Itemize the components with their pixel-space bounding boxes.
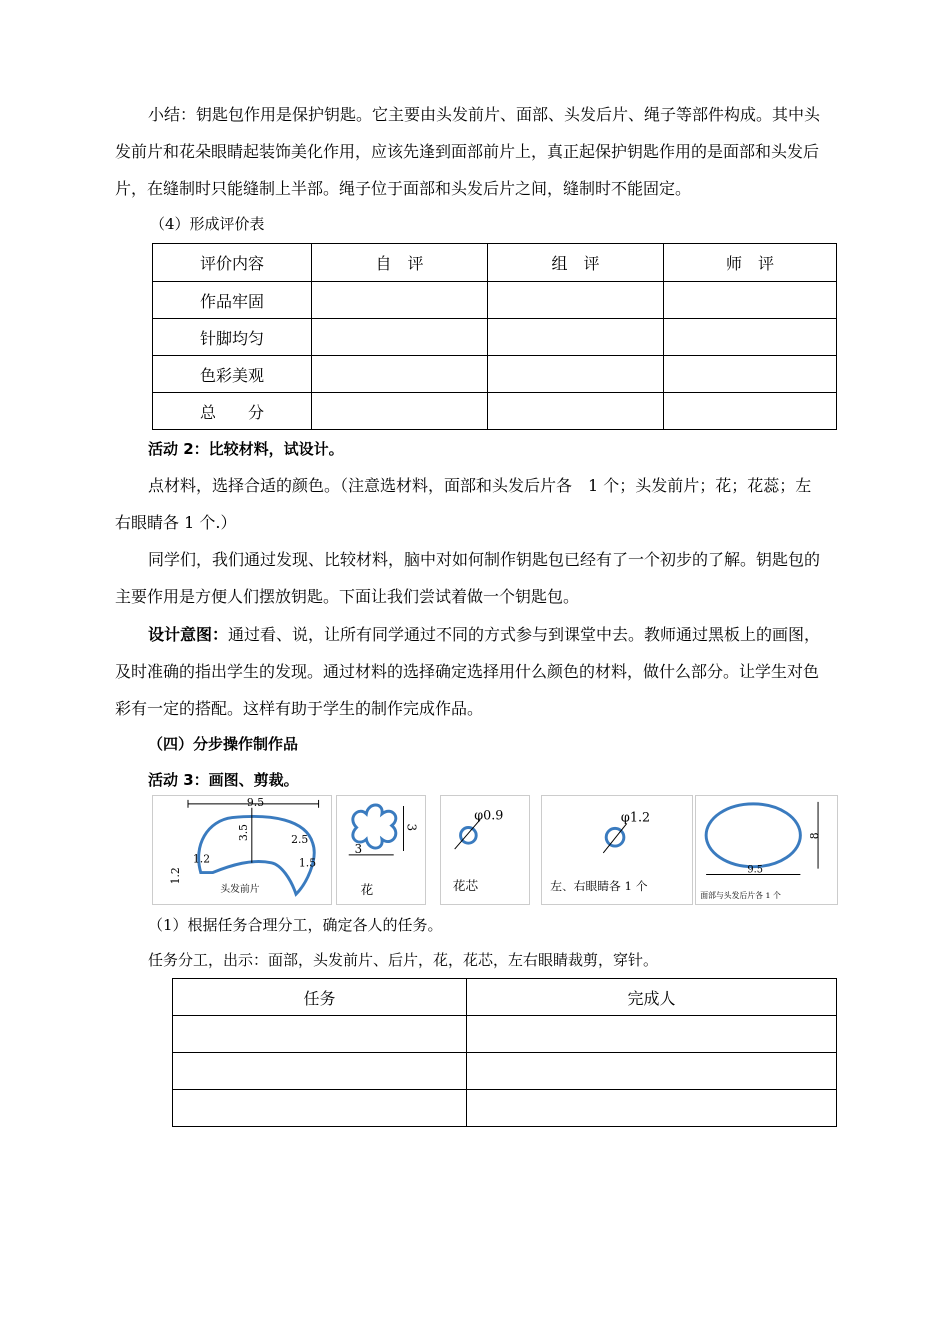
stamen-dim: φ0.9	[474, 807, 504, 823]
face-width: 9.5	[747, 864, 763, 876]
hair-front-b: 1.2	[192, 852, 211, 866]
face-label: 面部与头发后片各 1 个	[700, 891, 781, 901]
stamen-label: 花芯	[452, 878, 479, 894]
eyes-figure	[541, 795, 693, 905]
table-row	[173, 1090, 837, 1127]
activity2-heading: 活动 2：比较材料，试设计。	[148, 440, 344, 458]
eyes-label: 左、右眼睛各 1 个	[550, 879, 648, 894]
evaluation-table	[152, 243, 837, 430]
activity3-heading: 活动 3：画图、剪裁。	[148, 771, 299, 789]
task-table	[172, 978, 837, 1127]
activity2-paragraph-1: 点材料，选择合适的颜色。（注意选材料，面部和头发后片各 1 个；头发前片；花；花蕊；左右眼睛各 1 个.）	[115, 476, 812, 532]
hair-front-d: 1.2	[169, 867, 183, 885]
table-row	[173, 1053, 837, 1090]
design-intent-label: 设计意图：	[148, 625, 229, 644]
summary-paragraph: 小结：钥匙包作用是保护钥匙。它主要由头发前片、面部、头发后片、绳子等部件构成。其中头发前片和花朵眼睛起装饰美化作用，应该先逢到面部前片上，真正起保护钥匙作用的是面部和头发后片，在缝制时只能缝制上半部。绳子位于面部和头发后片之间，缝制时不能固定。	[115, 105, 821, 198]
hair-front-label: 头发前片	[220, 884, 260, 896]
activity2-paragraph-2: 同学们，我们通过发现、比较材料，脑中对如何制作钥匙包已经有了一个初步的了解。钥匙包的主要作用是方便人们摆放钥匙。下面让我们尝试着做一个钥匙包。	[115, 550, 821, 606]
hair-front-height: 3.5	[236, 823, 250, 842]
table-row	[153, 393, 837, 430]
hair-front-c: 1.5	[298, 856, 317, 870]
section4-heading: （四）分步操作制作品	[148, 735, 299, 753]
eval-row-label: 总 分	[153, 393, 312, 430]
design-intent-text: 通过看、说，让所有同学通过不同的方式参与到课堂中去。教师通过黑板上的画图，及时准确的指出学生的发现。通过材料的选择确定选择用什么颜色的材料，做什么部分。让学生对色彩有一定的搭配。这样有助于学生的制作完成作品。	[115, 625, 821, 718]
face-figure	[695, 795, 838, 905]
hair-front-figure	[152, 795, 332, 905]
task-header: 完成人	[467, 979, 837, 1016]
eval-header: 组 评	[488, 244, 664, 282]
task-paragraph-1: （1）根据任务合理分工，确定各人的任务。	[148, 916, 443, 934]
hair-front-width: 9.5	[246, 796, 265, 809]
flower-figure	[336, 795, 426, 905]
eval-heading: （4）形成评价表	[150, 215, 265, 233]
eval-header: 自 评	[312, 244, 488, 282]
eyes-dim: φ1.2	[620, 810, 651, 826]
eval-header: 评价内容	[153, 244, 312, 282]
table-row	[173, 1016, 837, 1053]
table-row	[153, 319, 837, 356]
design-intent-paragraph	[115, 616, 825, 727]
stamen-figure	[440, 795, 530, 905]
eval-row-label: 作品牢固	[153, 282, 312, 319]
flower-height: 3	[404, 823, 419, 832]
task-header: 任务	[173, 979, 467, 1016]
table-row	[153, 356, 837, 393]
flower-label: 花	[360, 882, 374, 897]
hair-front-a: 2.5	[291, 833, 309, 847]
eval-header: 师 评	[664, 244, 837, 282]
face-height: 8	[808, 832, 822, 840]
eval-row-label: 针脚均匀	[153, 319, 312, 356]
flower-width: 3	[354, 841, 363, 856]
task-paragraph-2: 任务分工，出示：面部，头发前片、后片，花，花芯，左右眼睛裁剪，穿针。	[148, 951, 659, 969]
table-row	[153, 282, 837, 319]
eval-row-label: 色彩美观	[153, 356, 312, 393]
